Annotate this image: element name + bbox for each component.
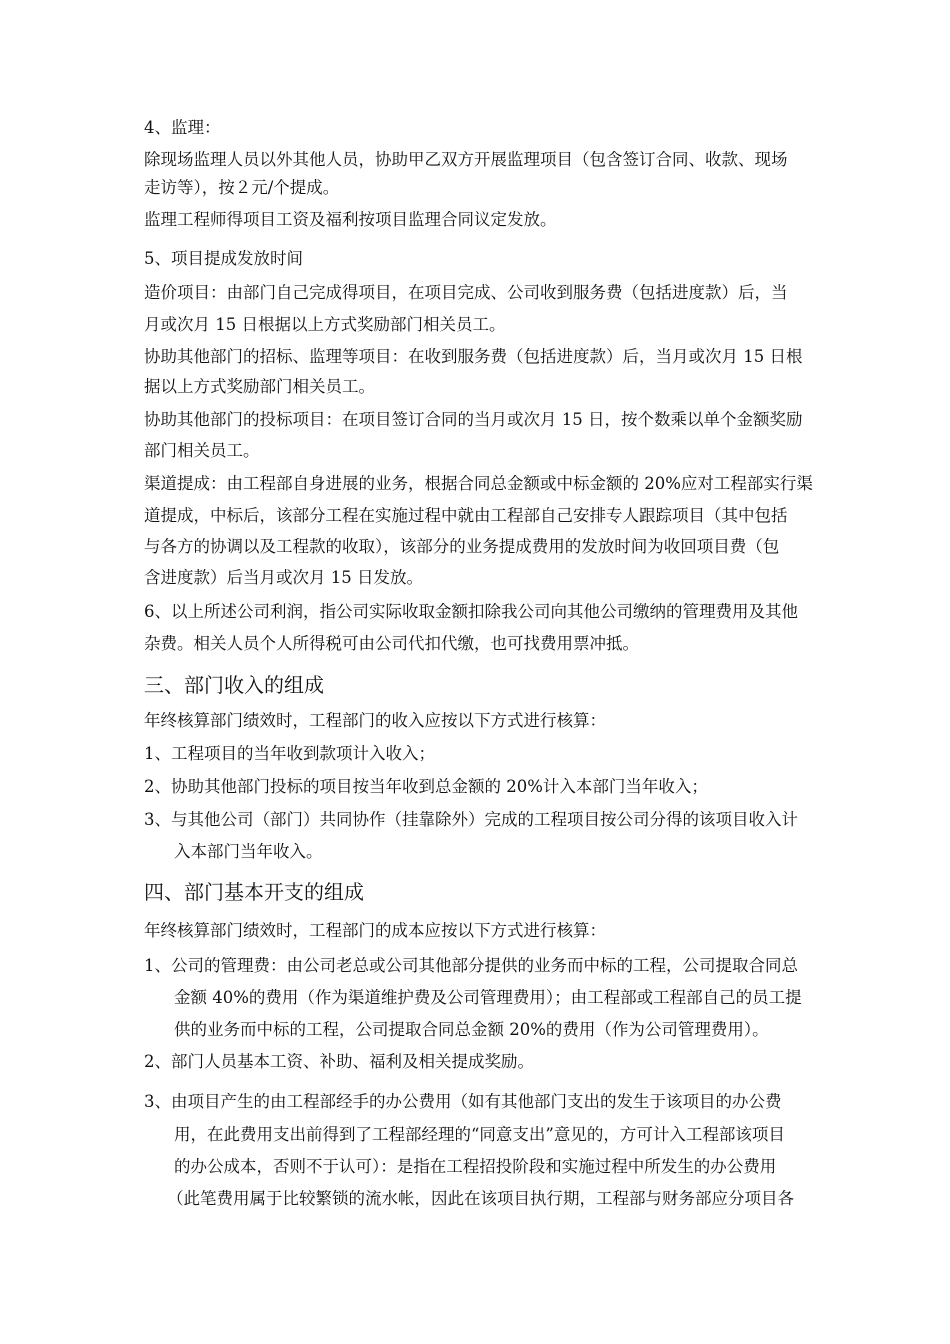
list-item: 1、公司的管理费：由公司老总或公司其他部分提供的业务而中标的工程，公司提取合同总 [144,956,798,975]
section-heading-expenses: 四、部门基本开支的组成 [144,880,364,904]
section-heading-income: 三、部门收入的组成 [144,673,324,697]
text-line: 含进度款）后当月或次月 15 日发放。 [144,568,423,587]
text-line: 年终核算部门绩效时，工程部门的收入应按以下方式进行核算： [144,711,606,730]
text-line: 造价项目：由部门自己完成得项目，在项目完成、公司收到服务费（包括进度款）后，当 [144,283,788,302]
text-line: 协助其他部门的招标、监理等项目：在收到服务费（包括进度款）后，当月或次月 15 日根 [144,347,803,366]
list-item-continuation: 供的业务而中标的工程，公司提取合同总金额 20%的费用（作为公司管理费用）。 [174,1020,769,1039]
list-item: 2、部门人员基本工资、补助、福利及相关提成奖励。 [144,1052,534,1071]
list-item-continuation: 入本部门当年收入。 [174,842,323,861]
list-item: 3、与其他公司（部门）共同协作（挂靠除外）完成的工程项目按公司分得的该项目收入计 [144,810,798,829]
text-line: 协助其他部门的投标项目：在项目签订合同的当月或次月 15 日，按个数乘以单个金额奖励 [144,410,803,429]
list-item-continuation: （此笔费用属于比较繁锁的流水帐，因此在该项目执行期，工程部与财务部应分项目各 [167,1189,794,1208]
list-item-continuation: 的办公成本，否则不于认可）：是指在工程招投阶段和实施过程中所发生的办公费用 [174,1157,777,1176]
text-line: 监理工程师得项目工资及福利按项目监理合同议定发放。 [144,210,557,229]
text-line: 杂费。相关人员个人所得税可由公司代扣代缴，也可找费用票冲抵。 [144,634,639,653]
text-line: 年终核算部门绩效时，工程部门的成本应按以下方式进行核算： [144,921,606,940]
text-line: 4、监理： [144,118,221,137]
list-item: 3、由项目产生的由工程部经手的办公费用（如有其他部门支出的发生于该项目的办公费 [144,1092,782,1111]
text-line: 道提成，中标后，该部分工程在实施过程中就由工程部自己安排专人跟踪项目（其中包括 [144,506,788,525]
text-line: 除现场监理人员以外其他人员，协助甲乙双方开展监理项目（包含签订合同、收款、现场 [144,150,788,169]
list-item-continuation: 用，在此费用支出前得到了工程部经理的“同意支出”意见的，方可计入工程部该项目 [174,1125,785,1144]
text-line: 走访等），按２元/个提成。 [144,178,340,197]
list-item: 2、协助其他部门投标的项目按当年收到总金额的 20%计入本部门当年收入； [144,777,708,796]
text-line: 部门相关员工。 [144,441,260,460]
list-item: 1、工程项目的当年收到款项计入收入； [144,744,435,763]
text-line: 月或次月 15 日根据以上方式奖励部门相关员工。 [144,315,506,334]
text-line: 6、以上所述公司利润，指公司实际收取金额扣除我公司向其他公司缴纳的管理费用及其他 [144,602,798,621]
text-line: 与各方的协调以及工程款的收取），该部分的业务提成费用的发放时间为收回项目费（包 [144,537,780,556]
list-item-continuation: 金额 40%的费用（作为渠道维护费及公司管理费用）；由工程部或工程部自己的员工提 [174,988,802,1007]
text-line: 据以上方式奖励部门相关员工。 [144,377,375,396]
text-line: 5、项目提成发放时间 [144,249,303,268]
text-line: 渠道提成：由工程部自身进展的业务，根据合同总金额或中标金额的 20%应对工程部实行渠 [144,474,813,493]
